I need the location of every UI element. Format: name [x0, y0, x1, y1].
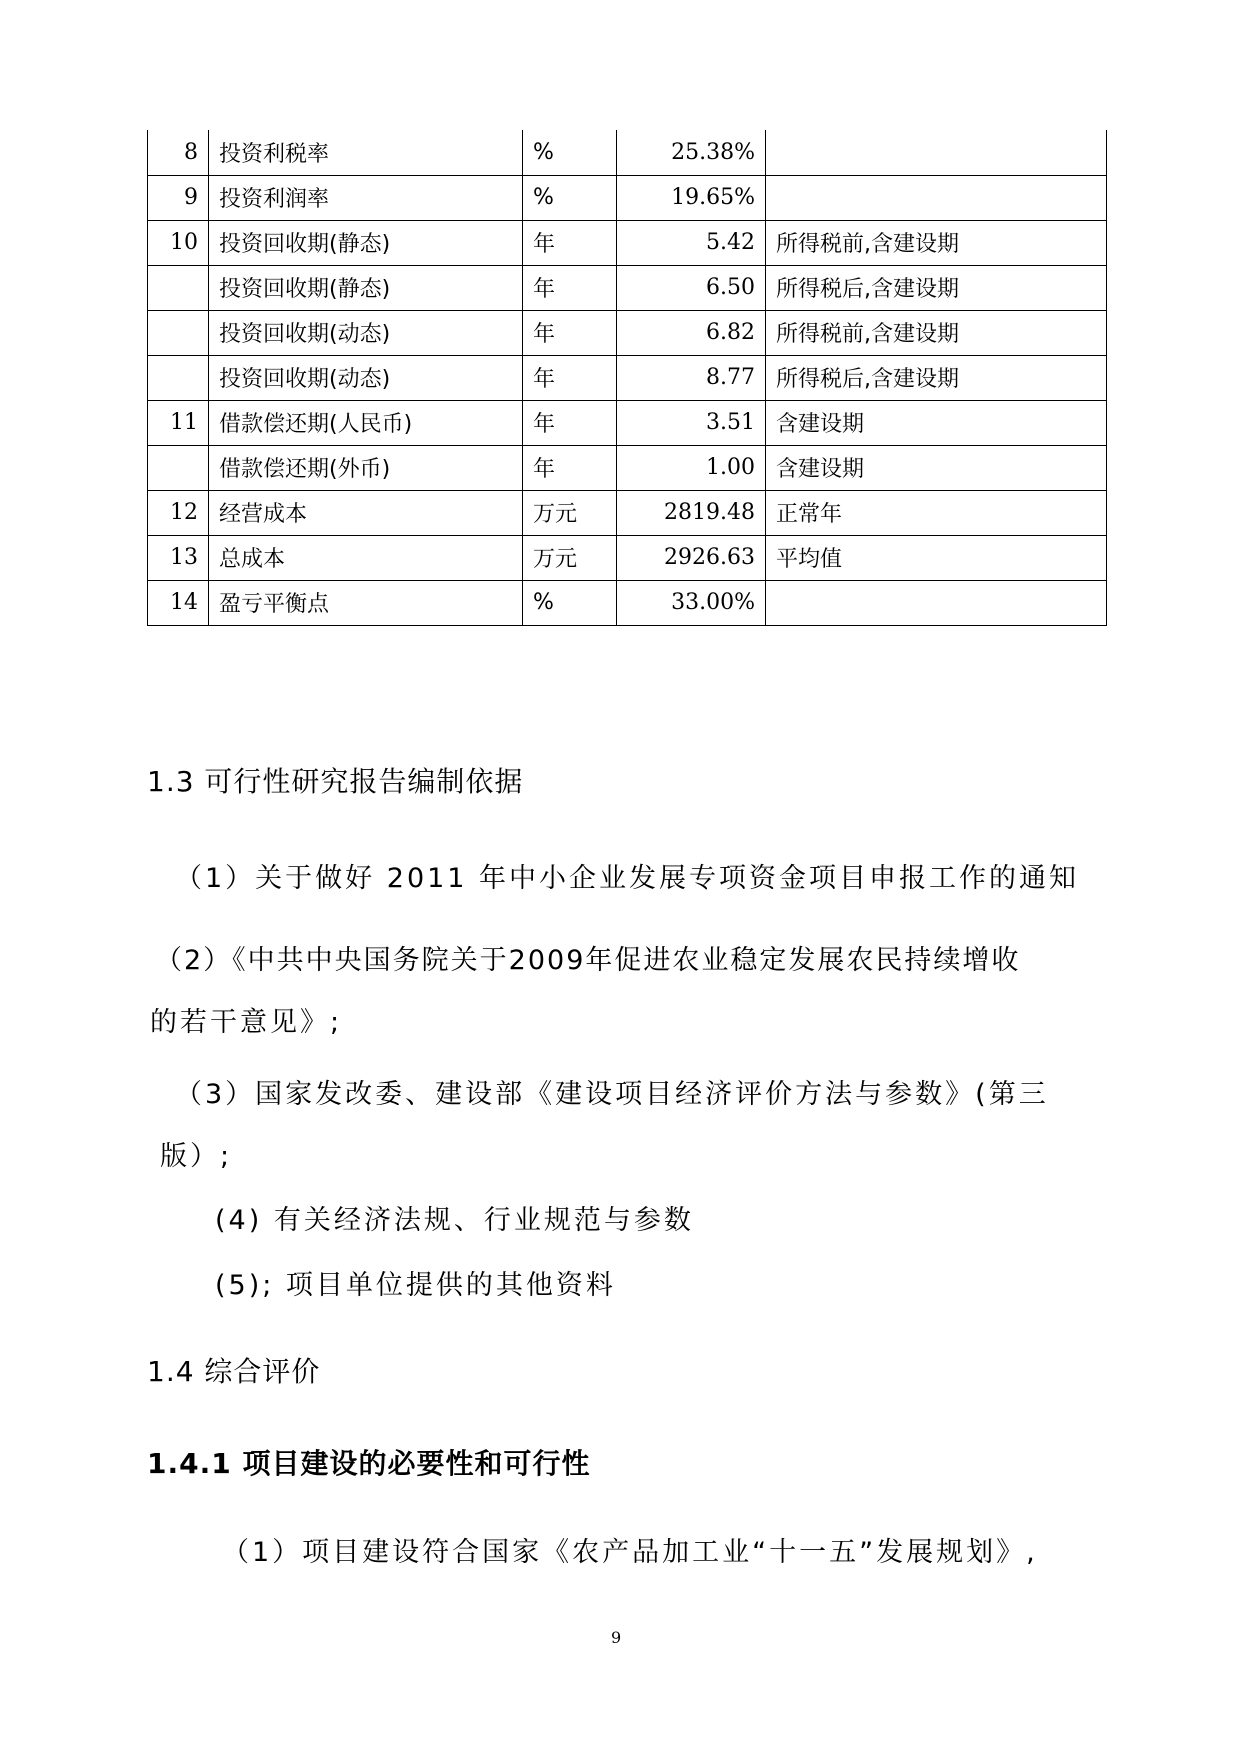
cell-unit: % — [523, 130, 617, 175]
cell-item: 经营成本 — [209, 490, 523, 535]
indicator-table — [147, 130, 1107, 626]
cell-no: 11 — [148, 400, 209, 445]
cell-note: 含建设期 — [766, 445, 1107, 490]
cell-value: 25.38% — [617, 130, 766, 175]
cell-no — [148, 310, 209, 355]
cell-note — [766, 175, 1107, 220]
cell-no: 12 — [148, 490, 209, 535]
table-body — [148, 130, 1107, 625]
basis-item-2-cont: 的若干意见》; — [150, 1007, 343, 1038]
cell-unit: 年 — [523, 265, 617, 310]
cell-unit: 年 — [523, 400, 617, 445]
table-row — [148, 220, 1107, 265]
cell-item: 投资利润率 — [209, 175, 523, 220]
cell-no: 10 — [148, 220, 209, 265]
cell-item: 投资回收期(动态) — [209, 355, 523, 400]
cell-value: 6.50 — [617, 265, 766, 310]
cell-unit: 年 — [523, 355, 617, 400]
cell-note: 所得税前,含建设期 — [766, 310, 1107, 355]
cell-item: 投资回收期(静态) — [209, 265, 523, 310]
cell-unit: % — [523, 175, 617, 220]
table-row — [148, 400, 1107, 445]
cell-item: 投资利税率 — [209, 130, 523, 175]
cell-item: 借款偿还期(人民币) — [209, 400, 523, 445]
section-heading-1-4-1: 1.4.1 项目建设的必要性和可行性 — [147, 1447, 591, 1480]
cell-value: 2926.63 — [617, 535, 766, 580]
cell-note: 含建设期 — [766, 400, 1107, 445]
cell-value: 3.51 — [617, 400, 766, 445]
cell-unit: % — [523, 580, 617, 625]
cell-value: 6.82 — [617, 310, 766, 355]
cell-note — [766, 580, 1107, 625]
table-row — [148, 130, 1107, 175]
cell-unit: 年 — [523, 310, 617, 355]
cell-unit: 年 — [523, 220, 617, 265]
cell-no: 14 — [148, 580, 209, 625]
basis-item-2: （2）《中共中央国务院关于2009年促进农业稳定发展农民持续增收 — [155, 945, 1021, 976]
cell-value: 5.42 — [617, 220, 766, 265]
basis-item-1: （1）关于做好 2011 年中小企业发展专项资金项目申报工作的通知 — [175, 863, 1080, 894]
page-number: 9 — [611, 1628, 622, 1647]
section-heading-1-3: 1.3 可行性研究报告编制依据 — [147, 765, 524, 798]
cell-value: 1.00 — [617, 445, 766, 490]
cell-item: 投资回收期(动态) — [209, 310, 523, 355]
table-row — [148, 445, 1107, 490]
cell-unit: 万元 — [523, 490, 617, 535]
cell-item: 借款偿还期(外币) — [209, 445, 523, 490]
cell-value: 8.77 — [617, 355, 766, 400]
table-row — [148, 490, 1107, 535]
cell-note — [766, 130, 1107, 175]
cell-value: 19.65% — [617, 175, 766, 220]
cell-item: 总成本 — [209, 535, 523, 580]
table-row — [148, 580, 1107, 625]
cell-no — [148, 265, 209, 310]
cell-no: 13 — [148, 535, 209, 580]
table-row — [148, 355, 1107, 400]
cell-note: 所得税后,含建设期 — [766, 265, 1107, 310]
cell-note: 所得税前,含建设期 — [766, 220, 1107, 265]
section-heading-1-4: 1.4 综合评价 — [147, 1355, 321, 1388]
cell-no — [148, 355, 209, 400]
cell-note: 正常年 — [766, 490, 1107, 535]
table-row — [148, 175, 1107, 220]
cell-note: 所得税后,含建设期 — [766, 355, 1107, 400]
cell-value: 33.00% — [617, 580, 766, 625]
cell-unit: 年 — [523, 445, 617, 490]
cell-value: 2819.48 — [617, 490, 766, 535]
cell-no: 8 — [148, 130, 209, 175]
basis-item-3-cont: 版）; — [160, 1141, 233, 1172]
paragraph-1-4-1-item-1: （1）项目建设符合国家《农产品加工业“十一五”发展规划》, — [222, 1537, 1038, 1568]
cell-no: 9 — [148, 175, 209, 220]
table-row — [148, 265, 1107, 310]
cell-item: 投资回收期(静态) — [209, 220, 523, 265]
cell-unit: 万元 — [523, 535, 617, 580]
cell-no — [148, 445, 209, 490]
basis-item-5: (5); 项目单位提供的其他资料 — [215, 1270, 616, 1301]
table-row — [148, 535, 1107, 580]
cell-note: 平均值 — [766, 535, 1107, 580]
basis-item-4: (4) 有关经济法规、行业规范与参数 — [215, 1205, 694, 1236]
table-row — [148, 310, 1107, 355]
cell-item: 盈亏平衡点 — [209, 580, 523, 625]
basis-item-3: （3）国家发改委、建设部《建设项目经济评价方法与参数》(第三 — [175, 1079, 1049, 1110]
